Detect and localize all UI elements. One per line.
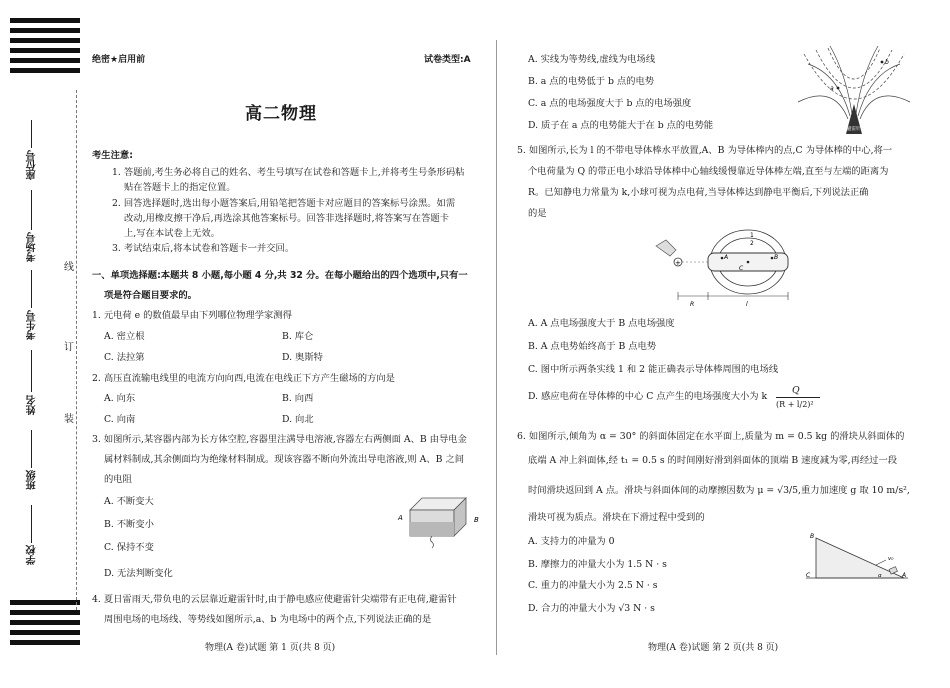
q4-point-a: a xyxy=(830,85,834,92)
seat-line xyxy=(31,120,32,148)
stripe xyxy=(10,58,80,63)
notice-line: 3. 考试结束后,将本试卷和答题卡一并交回。 xyxy=(112,243,295,254)
notice-line: 2. 回答选择题时,选出每小题答案后,用铅笔把答题卡对应题目的答案标号涂黑。如需 xyxy=(112,198,456,209)
school-line xyxy=(31,505,32,543)
q5-fraction-bar xyxy=(776,397,820,398)
q6-stem-line: 6. 如图所示,倾角为 α = 30° 的斜面体固定在水平面上,质量为 m = 0.5 kg 的滑块从斜面体的 xyxy=(517,431,905,442)
q2-stem: 2. 高压直流输电线里的电流方向向西,电流在电线正下方产生磁场的方向是 xyxy=(92,373,395,384)
q5-option-b: B. A 点电势始终高于 B 点电势 xyxy=(528,341,657,352)
q5-stem-line: 个电荷量为 Q 的带正电小球沿导体棒中心轴线缓慢靠近导体棒左端,直至与左端的距离为 xyxy=(528,166,889,177)
page-footer-left: 物理(A 卷)试题 第 1 页(共 8 页) xyxy=(205,643,336,653)
notice-line: 上,写在本试卷上无效。 xyxy=(124,228,220,239)
binding-strip xyxy=(0,0,90,688)
section-heading: 一、单项选择题:本题共 8 小题,每小题 4 分,共 32 分。在每小题给出的四个选项中,只有一 xyxy=(92,270,468,281)
notice-line: 改动,用橡皮擦干净后,再选涂其他答案标号。回答非选择题时,将答案写在答题卡 xyxy=(124,213,449,224)
q2-option-d: D. 向北 xyxy=(282,414,314,425)
q5-option-c: C. 图中所示两条实线 1 和 2 能正确表示导体棒周围的电场线 xyxy=(528,364,779,375)
q5-point-c: C xyxy=(739,265,744,272)
q4-option-a: A. 实线为等势线,虚线为电场线 xyxy=(528,54,656,65)
exam-no-line xyxy=(31,270,32,308)
q3-container-figure xyxy=(392,492,492,554)
q5-rod-figure xyxy=(650,226,830,314)
q5-point-a: A xyxy=(724,254,729,261)
q3-label-a: A xyxy=(398,514,403,522)
q4-stem-line: 周围电场的电场线、等势线如图所示,a、b 为电场中的两个点,下列说法正确的是 xyxy=(104,614,432,625)
q5-d-numerator: Q xyxy=(792,385,800,396)
q6-incline-figure xyxy=(800,530,910,585)
q3-stem-line: 的电阻 xyxy=(104,474,132,485)
q3-option-b: B. 不断变小 xyxy=(104,519,154,530)
q2-option-c: C. 向南 xyxy=(104,414,136,425)
q5-point-b: B xyxy=(774,254,779,261)
paper-type: 试卷类型:A xyxy=(424,55,471,65)
q3-option-c: C. 保持不变 xyxy=(104,542,154,553)
q5-label-r: R xyxy=(690,301,695,308)
cut-mark-seal: 装 xyxy=(64,414,74,425)
q1-option-a: A. 密立根 xyxy=(104,331,145,342)
stripe xyxy=(10,48,80,53)
page-title: 高二物理 xyxy=(245,104,317,124)
q6-option-a: A. 支持力的冲量为 0 xyxy=(528,536,615,547)
page-footer-right: 物理(A 卷)试题 第 2 页(共 8 页) xyxy=(648,643,779,653)
q5-line-1: 1 xyxy=(750,232,754,239)
q5-plus: + xyxy=(675,259,681,267)
q3-stem-line: 属材料制成,其余侧面均为绝缘材料制成。现该容器不断向外流出导电溶液,则 A、B 之间 xyxy=(104,454,465,465)
q4-option-c: C. a 点的电场强度大于 b 点的电场强度 xyxy=(528,98,692,109)
notice-heading: 考生注意: xyxy=(92,150,133,161)
stripe xyxy=(10,620,80,625)
q6-stem-line: 滑块可视为质点。滑块在下滑过程中受到的 xyxy=(528,512,705,523)
q3-option-d: D. 无法判断变化 xyxy=(104,568,173,579)
q2-option-a: A. 向东 xyxy=(104,393,136,404)
stripe xyxy=(10,640,80,645)
q6-stem-line: 时间滑块返回到 A 点。滑块与斜面体间的动摩擦因数为 μ = √3/5,重力加速度 g 取 10 m/s², xyxy=(528,485,910,496)
q4-point-b: b xyxy=(885,59,889,66)
q6-option-c: C. 重力的冲量大小为 2.5 N · s xyxy=(528,580,658,591)
q1-stem: 1. 元电荷 e 的数值最早由下列哪位物理学家测得 xyxy=(92,310,292,321)
q4-stem-line: 4. 夏日雷雨天,带负电的云层靠近避雷针时,由于静电感应使避雷针尖端带有正电荷,避雷针 xyxy=(92,594,457,605)
column-divider xyxy=(496,40,497,655)
q6-label-a: A xyxy=(902,572,907,579)
stripe xyxy=(10,610,80,615)
exam-room-label: 考场号 xyxy=(27,232,38,262)
q5-stem-line: 的是 xyxy=(528,208,547,219)
q6-stem-line: 底端 A 冲上斜面体,经 t₁ = 0.5 s 的时间刚好滑到斜面体的顶端 B 速度减为零,再经过一段 xyxy=(528,455,898,466)
cut-line xyxy=(76,90,77,610)
q4-rod-label: 避雷针 xyxy=(847,127,861,132)
class-label: 班级 xyxy=(27,470,38,490)
cut-mark-bind: 订 xyxy=(64,342,74,353)
q5-stem-line: 5. 如图所示,长为 l 的不带电导体棒水平放置,A、B 为导体棒内的点,C 为导体棒的中心,将一 xyxy=(517,145,893,156)
q6-option-b: B. 摩擦力的冲量大小为 1.5 N · s xyxy=(528,559,667,570)
stripe xyxy=(10,38,80,43)
seat-label: 座位号 xyxy=(27,150,38,180)
notice-line: 贴在答题卡上的指定位置。 xyxy=(124,182,236,193)
q3-label-b: B xyxy=(474,516,479,524)
q1-option-b: B. 库仑 xyxy=(282,331,314,342)
stripe xyxy=(10,600,80,605)
class-line xyxy=(31,430,32,468)
stripe xyxy=(10,28,80,33)
section-heading-cont: 项是符合题目要求的。 xyxy=(104,290,197,301)
stripe xyxy=(10,630,80,635)
q2-option-b: B. 向西 xyxy=(282,393,314,404)
stripe xyxy=(10,68,80,73)
q4-option-b: B. a 点的电势低于 b 点的电势 xyxy=(528,76,655,87)
exam-room-line xyxy=(31,190,32,230)
q4-field-figure xyxy=(794,44,914,136)
stripe xyxy=(10,18,80,23)
q5-option-a: A. A 点电场强度大于 B 点电场强度 xyxy=(528,318,675,329)
cut-mark-line: 线 xyxy=(64,262,74,273)
q1-option-c: C. 法拉第 xyxy=(104,352,145,363)
q6-option-d: D. 合力的冲量大小为 √3 N · s xyxy=(528,603,655,614)
q1-option-d: D. 奥斯特 xyxy=(282,352,323,363)
q4-option-d: D. 质子在 a 点的电势能大于在 b 点的电势能 xyxy=(528,120,714,131)
q6-label-v0: v₀ xyxy=(888,556,894,562)
q3-stem-line: 3. 如图所示,某容器内部为长方体空腔,容器里注满导电溶液,容器左右两侧面 A、B 由导电金 xyxy=(92,434,467,445)
exam-no-label: 考生号 xyxy=(27,310,38,340)
q5-label-l: l xyxy=(746,301,748,308)
q5-d-denominator: (R + l/2)² xyxy=(776,400,814,409)
q5-stem-line: R。已知静电力常量为 k,小球可视为点电荷,当导体棒达到静电平衡后,下列说法正确 xyxy=(528,187,869,198)
secret-label: 绝密★启用前 xyxy=(92,55,146,65)
q6-label-alpha: α xyxy=(878,573,882,579)
q5-option-d: D. 感应电荷在导体棒的中心 C 点产生的电场强度大小为 k xyxy=(528,391,768,402)
q6-label-b: B xyxy=(810,533,815,540)
name-label: 姓名 xyxy=(27,395,38,415)
notice-line: 1. 答题前,考生务必将自己的姓名、考生号填写在试卷和答题卡上,并将考生号条形码粘 xyxy=(112,167,465,178)
name-line xyxy=(31,350,32,392)
q5-line-2: 2 xyxy=(750,240,754,247)
q6-label-c: C xyxy=(806,572,811,579)
q3-option-a: A. 不断变大 xyxy=(104,496,154,507)
school-label: 学校 xyxy=(27,545,38,565)
